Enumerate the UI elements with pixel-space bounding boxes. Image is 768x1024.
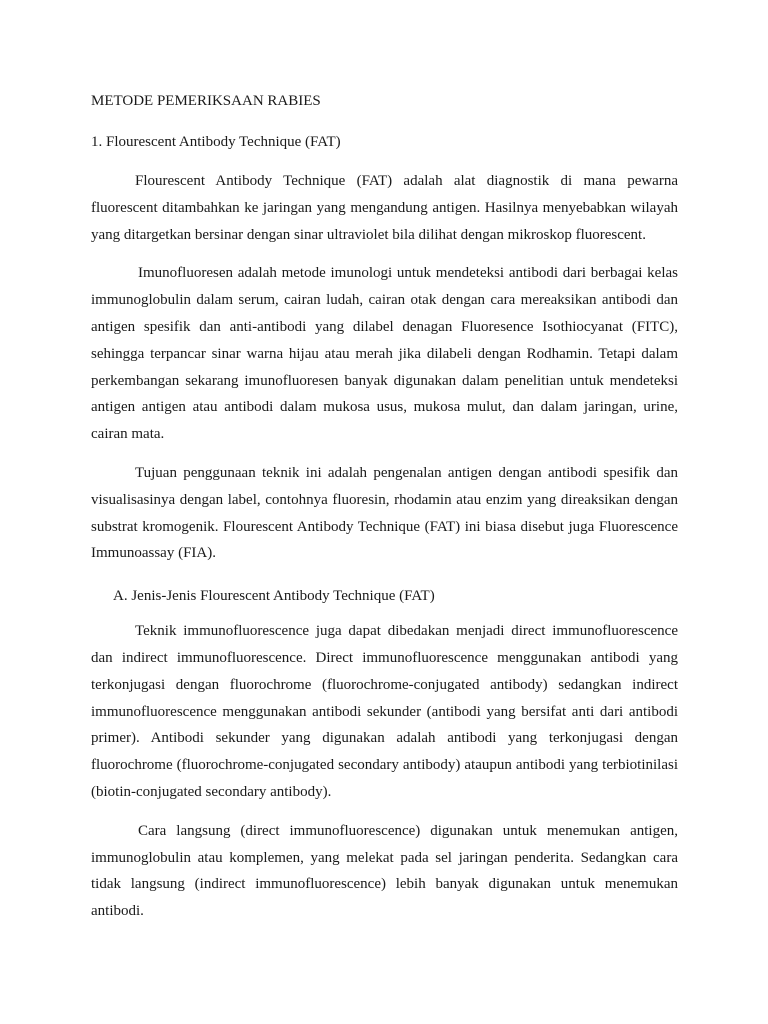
- paragraph-imunofluoresen: Imunofluoresen adalah metode imunologi untuk mendeteksi antibodi dari berbagai kelas immunoglobulin dalam serum, cairan ludah, cairan otak dengan cara mereaksikan antibodi dan antigen spesifik dan anti-antibodi yang dilabel denagan Fluoresence Isothiocyanat (FITC), sehingga terpancar sinar warna hijau atau merah jika dilabeli dengan Rodhamin. Tetapi dalam perkembangan sekarang imunofluoresen banyak digunakan dalam penelitian untuk mendeteksi antigen antigen atau antibodi dalam mukosa usus, mukosa mulut, dan dalam jaringan, urine, cairan mata.: [91, 265, 678, 443]
- paragraph-tujuan: Tujuan penggunaan teknik ini adalah pengenalan antigen dengan antibodi spesifik dan visualisasinya dengan label, contohnya fluoresin, rhodamin atau enzim yang direaksikan dengan substrat kromogenik. Flourescent Antibody Technique (FAT) ini biasa disebut juga Fluorescence Immunoassay (FIA).: [91, 464, 678, 562]
- document-body: [91, 92, 678, 925]
- paragraph-cara-langsung: Cara langsung (direct immunofluorescence) digunakan untuk menemukan antigen, immunoglobulin atau komplemen, yang melekat pada sel jaringan penderita. Sedangkan cara tidak langsung (indirect immunofluorescence) lebih banyak digunakan untuk menemukan antibodi.: [91, 822, 678, 920]
- paragraph-direct-indirect: Teknik immunofluorescence juga dapat dibedakan menjadi direct immunofluorescence dan indirect immunofluorescence. Direct immunofluorescence menggunakan antibodi yang terkonjugasi dengan fluorochrome (fluorochrome-conjugated antibody) sedangkan indirect immunofluorescence menggunakan antibodi sekunder (antibodi yang bersifat anti dari antibodi primer). Antibodi sekunder yang digunakan adalah antibodi yang terkonjugasi dengan fluorochrome (fluorochrome-conjugated secondary antibody) ataupun antibodi yang terbiotinilasi (biotin-conjugated secondary antibody).: [91, 623, 678, 800]
- subsection-heading-jenis: A. Jenis-Jenis Flourescent Antibody Technique (FAT): [113, 588, 435, 605]
- document-title: METODE PEMERIKSAAN RABIES: [91, 93, 321, 109]
- paragraph-fat-definition: Flourescent Antibody Technique (FAT) adalah alat diagnostik di mana pewarna fluorescent ditambahkan ke jaringan yang mengandung antigen. Hasilnya menyebabkan wilayah yang ditargetkan bersinar dengan sinar ultraviolet bila dilihat dengan mikroskop fluorescent.: [91, 173, 678, 243]
- section-heading-fat: 1. Flourescent Antibody Technique (FAT): [91, 134, 341, 150]
